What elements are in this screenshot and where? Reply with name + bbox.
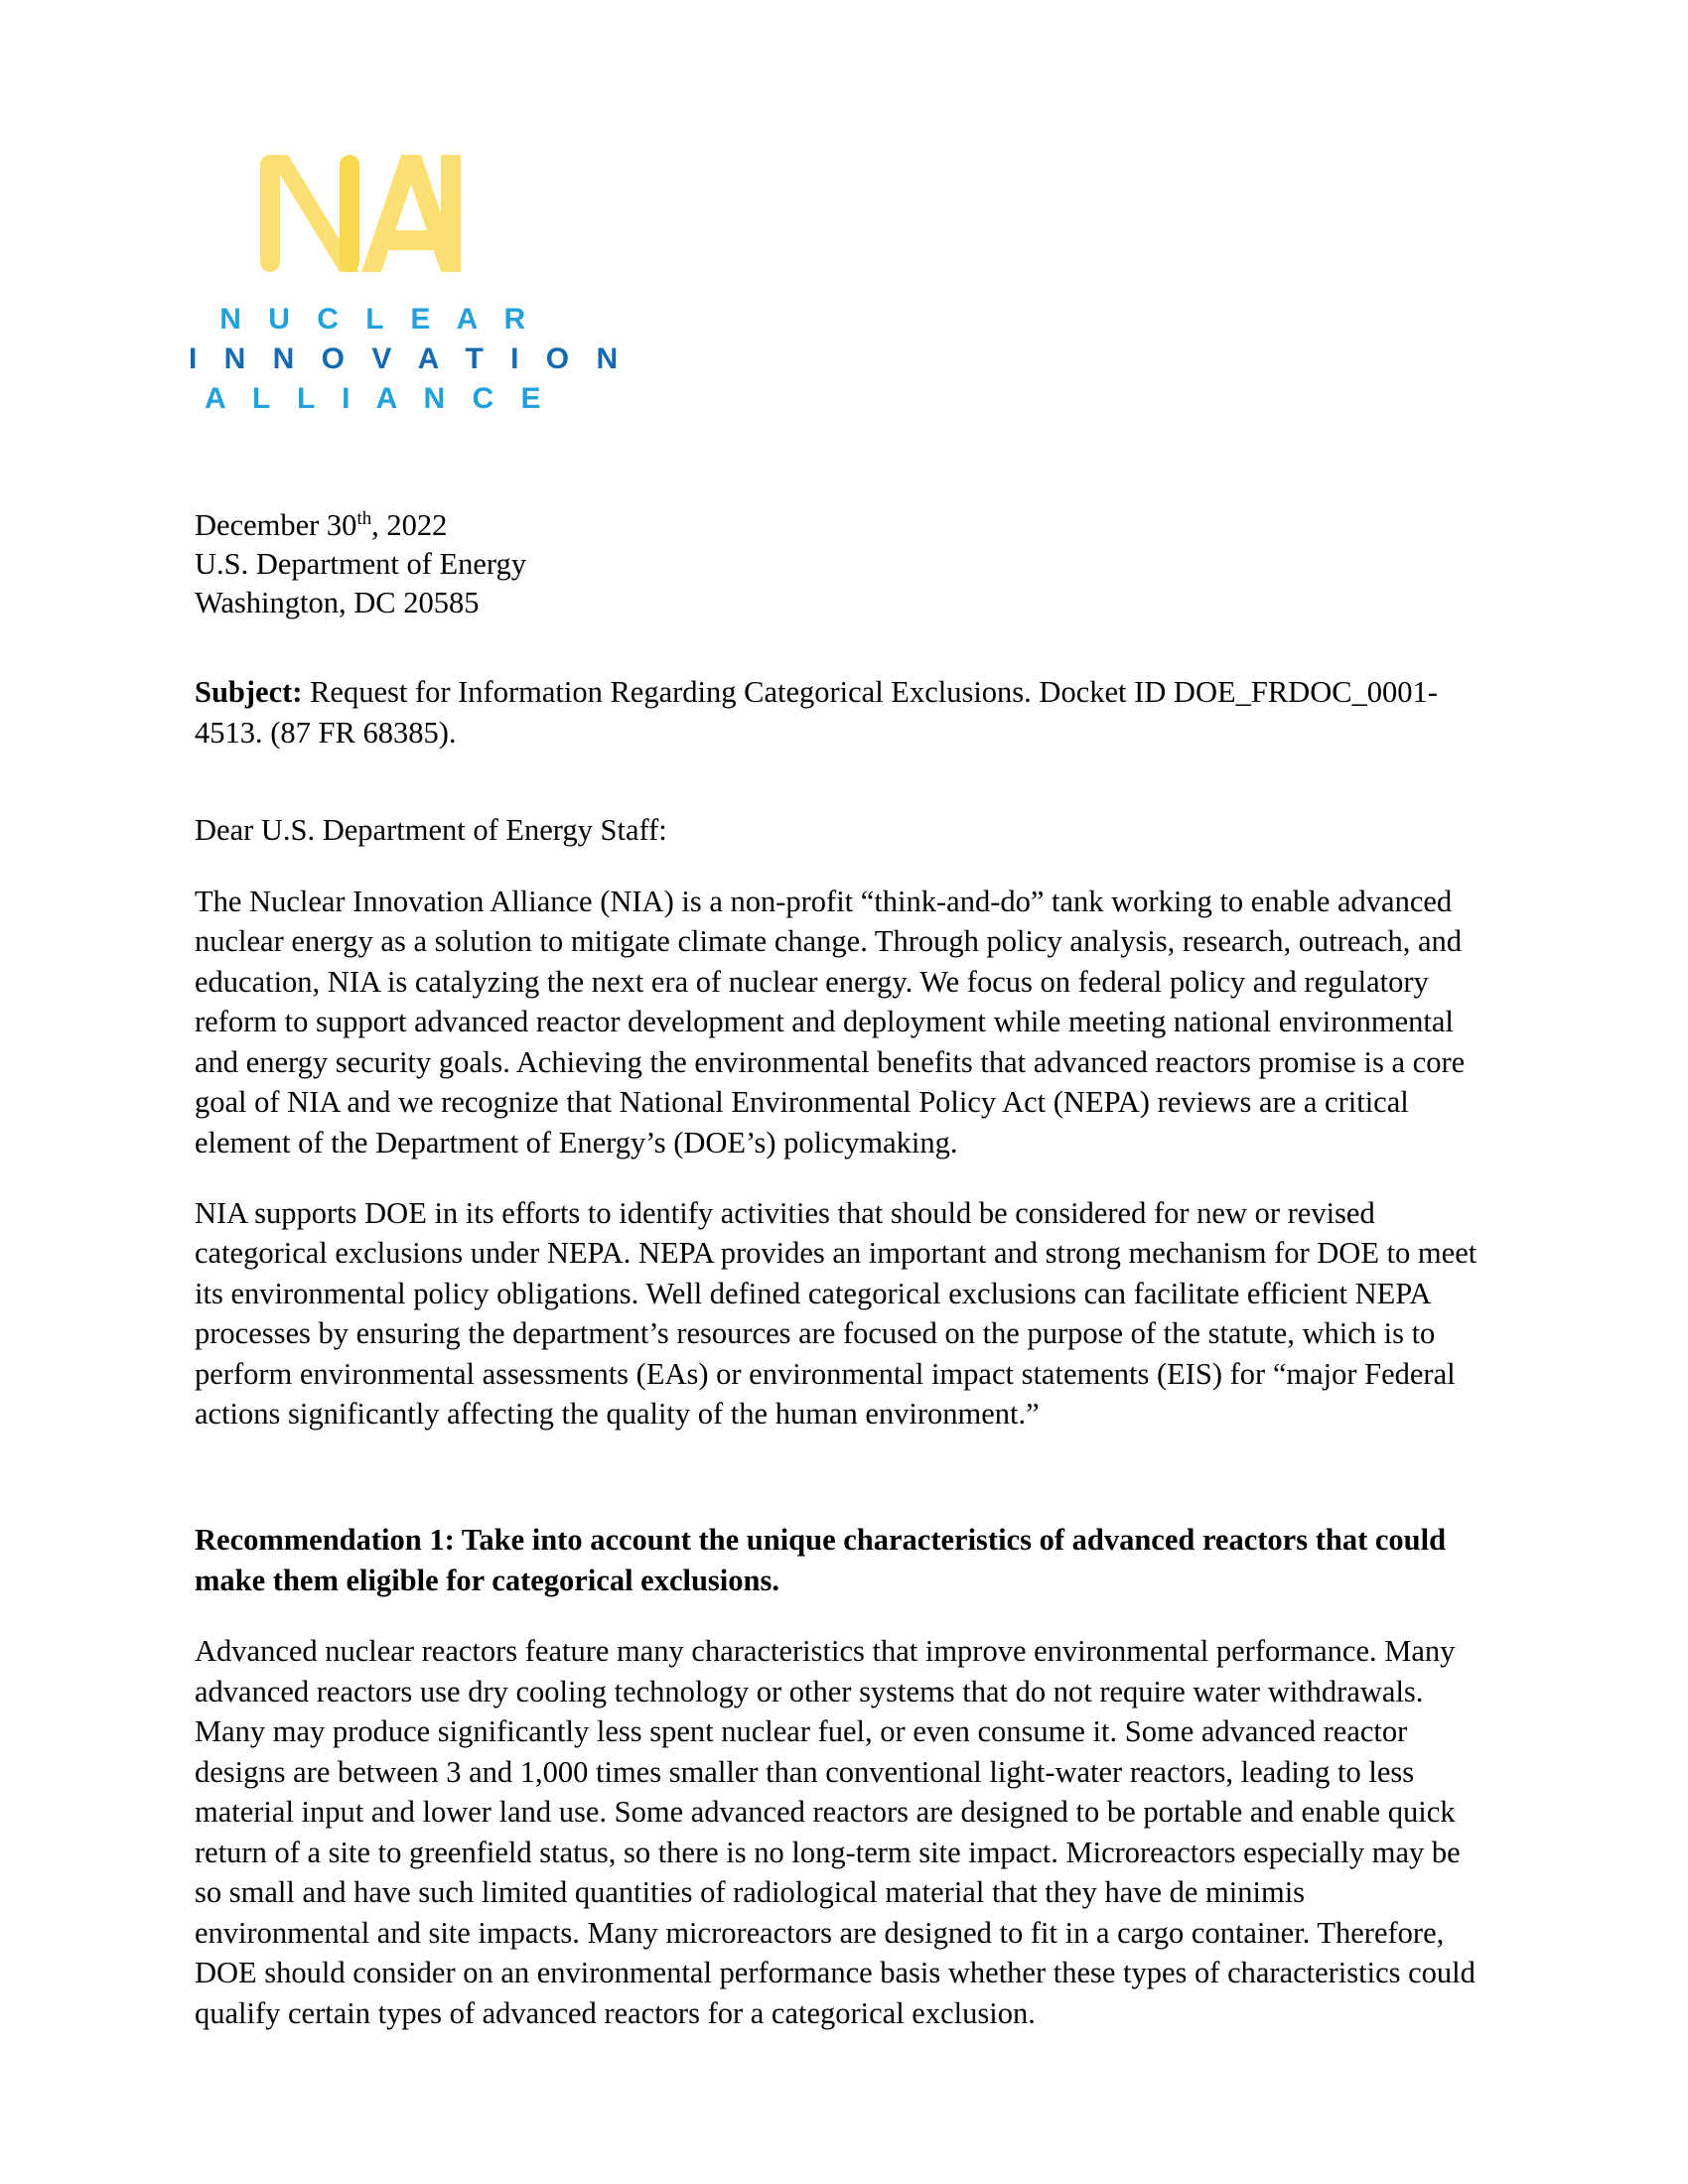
nia-wordmark <box>189 300 628 419</box>
recommendation-1-heading: Recommendation 1: Take into account the unique characteristics of advanced reactors that could make them eligible for categorical exclusions. <box>195 1522 1447 1597</box>
date-address-block <box>195 506 1485 622</box>
date-year: , 2022 <box>371 508 448 542</box>
date-ordinal-suffix: th <box>356 507 372 529</box>
paragraph-nepa-support: NIA supports DOE in its efforts to identify activities that should be considered for new or revised categorical exclusions under NEPA. NEPA provides an important and strong mechanism for DOE to meet its environmental policy obligations. Well defined categorical exclusions can facilitate efficient NEPA processes by ensuring the department’s resources are focused on the purpose of the statute, which is to perform environmental assessments (EAs) or environmental impact statements (EIS) for “major Federal actions significantly affecting the quality of the human environment.” <box>195 1195 1477 1431</box>
letter-body <box>195 506 1485 2064</box>
wordmark-line-innovation: I N N O V A T I O N <box>189 341 628 375</box>
recipient-organization: U.S. Department of Energy <box>195 547 527 581</box>
subject-text: Request for Information Regarding Categorical Exclusions. Docket ID DOE_FRDOC_0001-4513. (87 FR 68385). <box>195 675 1438 750</box>
letter-date <box>195 506 1485 545</box>
wordmark-line-alliance: A L L I A N C E <box>204 381 551 415</box>
recipient-location: Washington, DC 20585 <box>195 586 480 619</box>
salutation: Dear U.S. Department of Energy Staff: <box>195 813 667 847</box>
na-monogram-icon <box>256 149 475 278</box>
nia-monogram-logo <box>256 149 475 278</box>
subject-label: Subject: <box>195 675 303 709</box>
subject-line <box>195 672 1485 753</box>
letterhead <box>189 149 628 419</box>
date-month-day: December 30 <box>195 508 357 542</box>
paragraph-intro: The Nuclear Innovation Alliance (NIA) is a non-profit “think-and-do” tank working to enable advanced nuclear energy as a solution to mitigate climate change. Through policy analysis, research, outreach, and education, NIA is catalyzing the next era of nuclear energy. We focus on federal policy and regulatory reform to support advanced reactor development and deployment while meeting national environmental and energy security goals. Achieving the environmental benefits that advanced reactors promise is a core goal of NIA and we recognize that National Environmental Policy Act (NEPA) reviews are a critical element of the Department of Energy’s (DOE’s) policymaking. <box>195 884 1466 1160</box>
wordmark-line-nuclear: N U C L E A R <box>219 303 535 336</box>
recommendation-1-body: Advanced nuclear reactors feature many characteristics that improve environmental performance. Many advanced reactors use dry cooling technology or other systems that do not require water withdrawals. Many may produce significantly less spent nuclear fuel, or even consume it. Some advanced reactor designs are between 3 and 1,000 times smaller than conventional light-water reactors, leading to less material input and lower land use. Some advanced reactors are designed to be portable and enable quick return of a site to greenfield status, so there is no long-term site impact. Microreactors especially may be so small and have such limited quantities of radiological material that they have de minimis environmental and site impacts. Many microreactors are designed to fit in a cargo container. Therefore, DOE should consider on an environmental performance basis whether these types of characteristics could qualify certain types of advanced reactors for a categorical exclusion. <box>195 1634 1476 2030</box>
